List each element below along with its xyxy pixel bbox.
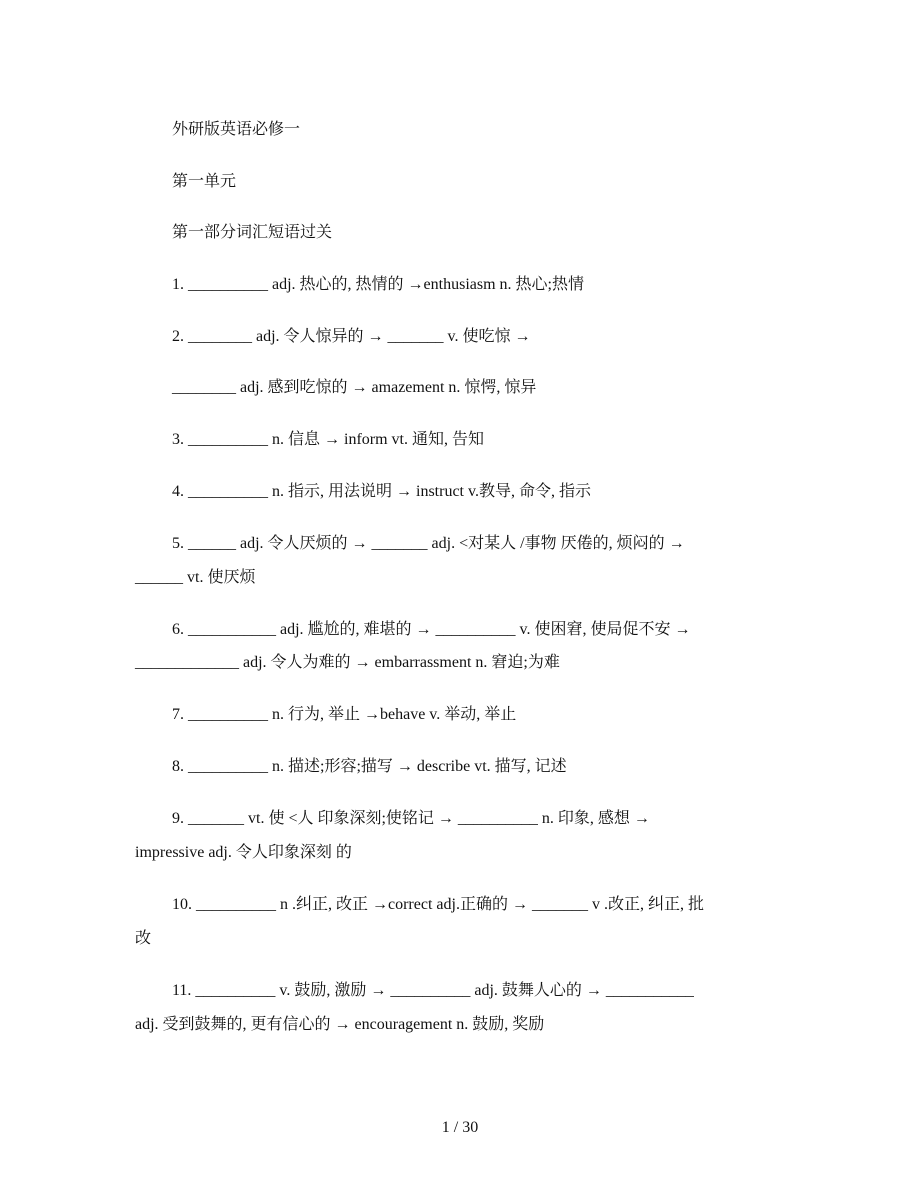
- vocab-item-5-continued: ______ vt. 使厌烦: [135, 569, 256, 586]
- vocab-item-10: 10. __________ n .纠正, 改正 →correct adj.正确的 → _______ v .改正, 纠正, 批: [172, 896, 704, 913]
- vocab-item-11: 11. __________ v. 鼓励, 激励 → __________ adj. 鼓舞人心的 → ___________: [172, 982, 694, 999]
- vocab-item-6-continued: _____________ adj. 令人为难的 → embarrassment n. 窘迫;为难: [135, 654, 560, 671]
- vocab-item-7: 7. __________ n. 行为, 举止 →behave v. 举动, 举止: [172, 706, 517, 723]
- vocab-item-5: 5. ______ adj. 令人厌烦的 → _______ adj. <对某人 /事物 厌倦的, 烦闷的 →: [172, 535, 685, 552]
- vocab-item-8: 8. __________ n. 描述;形容;描写 → describe vt. 描写, 记述: [172, 758, 567, 775]
- vocab-item-9-continued: impressive adj. 令人印象深刻 的: [135, 844, 352, 861]
- vocab-item-10-continued: 改: [135, 930, 152, 947]
- vocab-item-9: 9. _______ vt. 使 <人 印象深刻;使铭记 → __________ n. 印象, 感想 →: [172, 810, 650, 827]
- vocab-item-4: 4. __________ n. 指示, 用法说明 → instruct v.教导, 命令, 指示: [172, 483, 591, 500]
- vocab-item-11-continued: adj. 受到鼓舞的, 更有信心的 → encouragement n. 鼓励, 奖励: [135, 1016, 545, 1033]
- vocab-item-2: 2. ________ adj. 令人惊异的 → _______ v. 使吃惊 →: [172, 328, 531, 345]
- unit-heading: 第一单元: [172, 173, 237, 190]
- vocab-item-1: 1. __________ adj. 热心的, 热情的 →enthusiasm n. 热心;热情: [172, 276, 584, 293]
- document-title: 外研版英语必修一: [172, 121, 301, 138]
- vocab-item-3: 3. __________ n. 信息 → inform vt. 通知, 告知: [172, 431, 484, 448]
- page-number: 1 / 30: [441, 1119, 479, 1136]
- section-heading: 第一部分词汇短语过关: [172, 224, 333, 241]
- vocab-item-2-continued: ________ adj. 感到吃惊的 → amazement n. 惊愕, 惊异: [172, 379, 537, 396]
- vocab-item-6: 6. ___________ adj. 尴尬的, 难堪的 → __________ v. 使困窘, 使局促不安 →: [172, 621, 691, 638]
